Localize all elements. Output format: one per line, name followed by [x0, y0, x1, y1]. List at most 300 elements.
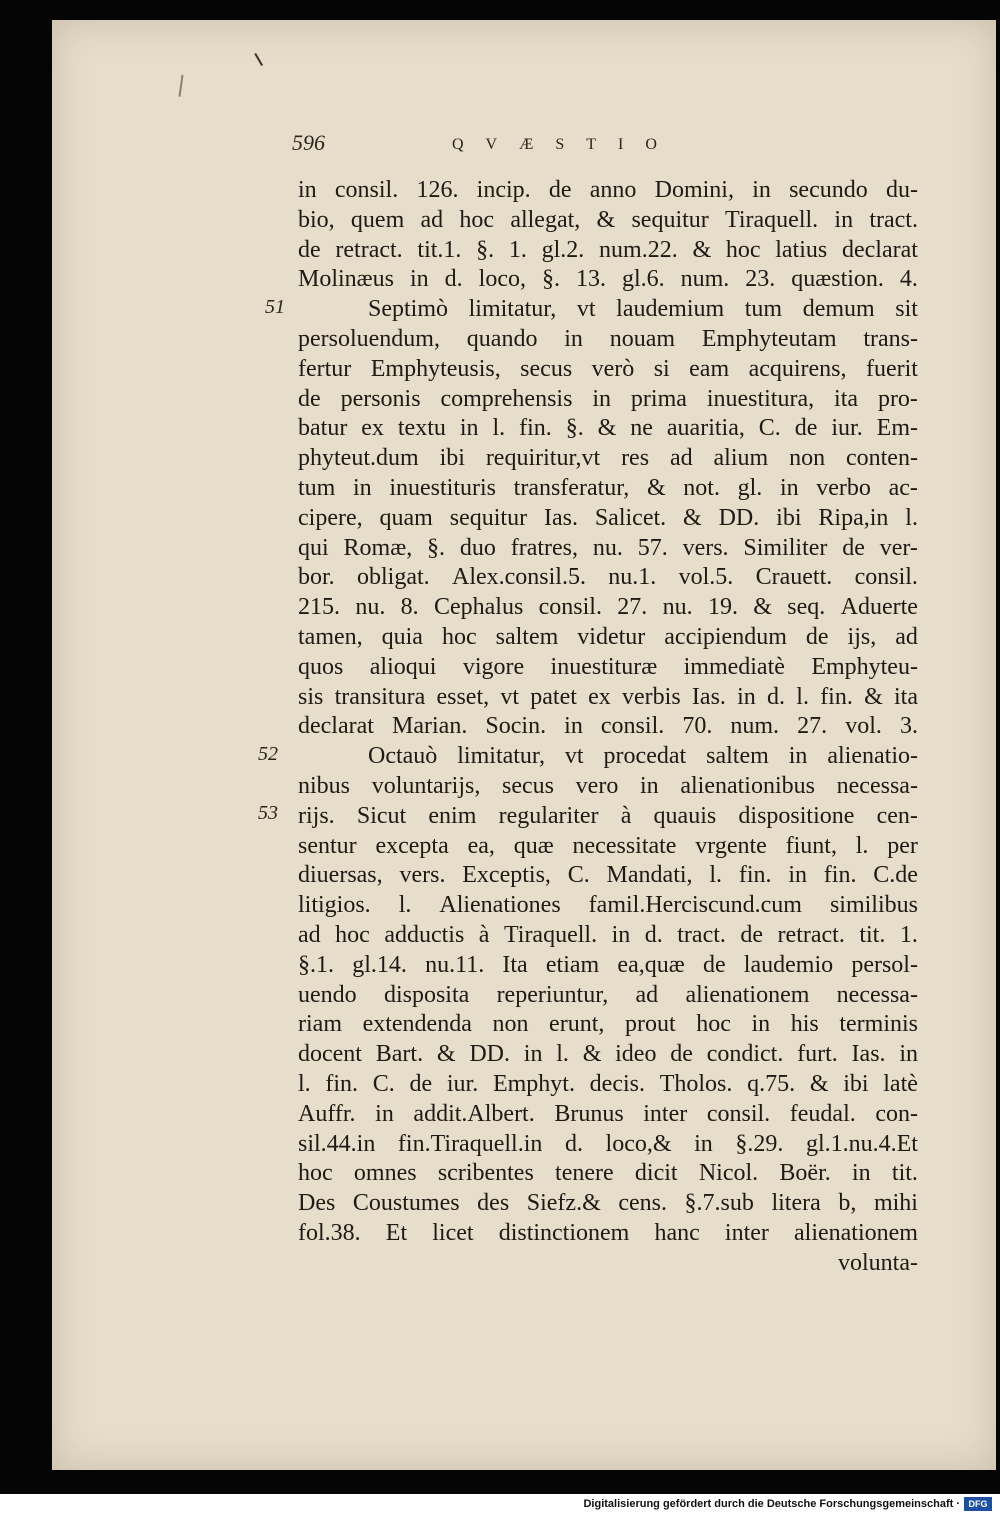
word: tract.: [677, 921, 726, 948]
word: fertur: [298, 355, 352, 382]
word: gl.2.: [541, 236, 585, 263]
word: iur.: [831, 415, 863, 442]
word: excepta: [375, 832, 449, 859]
word: 27.: [797, 713, 828, 740]
word: scribentes: [437, 1160, 534, 1187]
word: similibus: [829, 892, 918, 919]
text-line: [298, 444, 918, 474]
word: incip.: [476, 177, 531, 203]
word: alium: [713, 445, 769, 472]
word: 27.: [617, 594, 648, 621]
word: verbis: [622, 683, 681, 710]
word: des: [477, 1190, 510, 1217]
word: alioqui: [369, 653, 437, 680]
word: fin.: [820, 683, 853, 710]
word: l.: [492, 415, 506, 442]
word: ita: [894, 683, 918, 710]
word: Emphyt.: [492, 1070, 575, 1097]
word: seq.: [787, 594, 826, 621]
pencil-mark: [178, 75, 187, 98]
word: necessa-: [836, 772, 918, 799]
word: in: [564, 713, 583, 740]
word: hoc: [696, 1011, 731, 1038]
text-line: [298, 295, 918, 325]
word: in: [851, 1160, 871, 1187]
funding-notice: Digitalisierung gefördert durch die Deutsche Forschungsgemeinschaft ·: [583, 1498, 960, 1510]
word: &: [436, 1041, 456, 1068]
word: quos: [298, 653, 344, 680]
word: d.: [767, 683, 786, 710]
word: Salicet.: [594, 504, 667, 531]
word: requiritur,vt: [485, 445, 601, 472]
word: etiam: [545, 951, 600, 978]
word: inuestitura,: [706, 385, 815, 412]
word: Cephalus: [433, 594, 524, 621]
word: persol-: [851, 951, 918, 978]
word: à: [478, 921, 490, 948]
word: ijs,: [847, 623, 877, 650]
word: 1.: [899, 921, 918, 948]
word: de: [805, 623, 829, 650]
word: batur: [298, 415, 348, 442]
text-line: [298, 981, 918, 1011]
word: l.: [556, 1041, 569, 1068]
word: consil.: [538, 594, 602, 621]
word: in: [298, 177, 317, 203]
text-line: [298, 474, 918, 504]
word: personis: [340, 385, 421, 412]
word: Ias.: [543, 504, 578, 531]
word: non: [789, 445, 826, 472]
word: de: [298, 236, 321, 263]
word: condict.: [706, 1041, 784, 1068]
word: de: [842, 534, 865, 561]
word: declarat: [841, 236, 918, 263]
word: hoc: [725, 236, 761, 263]
word: in: [694, 1130, 713, 1157]
word: in: [459, 415, 479, 442]
word: fin.Tiraquell.in: [397, 1130, 543, 1157]
word: l.: [855, 832, 869, 859]
word: secus: [502, 772, 554, 799]
word: in: [564, 325, 583, 352]
word: ibi: [776, 504, 802, 531]
word: vol.: [845, 713, 882, 740]
word: accipiendum: [664, 623, 787, 650]
word: ex: [361, 415, 384, 442]
word: DD.: [469, 1041, 510, 1068]
word: &: [864, 683, 883, 710]
word: demum: [802, 296, 875, 323]
word: 215.: [298, 594, 340, 621]
word: ita: [834, 385, 859, 412]
catchword: volunta-: [838, 1249, 918, 1276]
word: vt: [576, 296, 596, 323]
word: reperiuntur,: [496, 981, 609, 1008]
word: enim: [428, 802, 477, 829]
word: dispositione: [738, 802, 855, 829]
word: necessa-: [836, 981, 918, 1008]
word: mihi: [873, 1190, 918, 1217]
word: in: [788, 743, 808, 770]
word: inter: [643, 1100, 688, 1127]
word: vt: [500, 683, 520, 710]
word: cipere,: [298, 504, 363, 531]
word: voluntarijs,: [371, 772, 481, 799]
word: con-: [875, 1100, 918, 1127]
page-number: 596: [292, 130, 325, 155]
word: 13.: [575, 266, 606, 293]
word: Emphyteu-: [811, 653, 918, 680]
word: esset,: [436, 683, 490, 710]
word: alienatio-: [827, 743, 918, 770]
word: bio,: [298, 206, 335, 233]
word: terminis: [839, 1011, 918, 1038]
word: nu.: [592, 534, 623, 561]
word: inuestituræ: [550, 653, 658, 680]
word: non: [492, 1011, 529, 1038]
word: 3.: [899, 713, 918, 740]
word: declarat: [298, 713, 374, 740]
text-line: [298, 176, 918, 206]
word: litigios.: [298, 892, 371, 919]
word: §.1.: [298, 951, 334, 978]
word: in: [788, 862, 807, 889]
word: tamen,: [298, 623, 363, 650]
text-line: [298, 414, 918, 444]
page-header: [292, 130, 752, 160]
word: omnes: [353, 1160, 417, 1187]
text-line: [298, 1189, 918, 1219]
word: adductis: [384, 921, 465, 948]
word: laudemio: [743, 951, 834, 978]
text-line: [298, 891, 918, 921]
word: alienationem: [685, 981, 810, 1008]
word: num.: [730, 713, 780, 740]
word: hoc: [298, 1160, 333, 1187]
word: in: [899, 1041, 918, 1068]
word: vers.: [682, 534, 729, 561]
text-line: [298, 1070, 918, 1100]
text-line: [298, 742, 918, 772]
word: &: [692, 236, 712, 263]
word: retract.: [335, 236, 403, 263]
word: ad: [635, 981, 659, 1008]
word: si: [653, 355, 670, 382]
word: conten-: [845, 445, 918, 472]
word: loco,: [478, 266, 526, 293]
word: sit: [895, 296, 918, 323]
word: inter: [724, 1219, 769, 1246]
text-line: [298, 265, 918, 295]
word: pro-: [877, 385, 918, 412]
word: secus: [520, 355, 573, 382]
word: retract.: [777, 921, 845, 948]
word: vero: [575, 772, 619, 799]
text-line: [298, 593, 918, 623]
word: quam: [379, 504, 433, 531]
text-line: [298, 921, 918, 951]
text-line: [298, 1130, 918, 1160]
word: alienationibus: [680, 772, 815, 799]
word: Octauò: [368, 743, 438, 770]
text-line: [298, 802, 918, 832]
word: l.: [796, 683, 809, 710]
word: ibi: [439, 445, 465, 472]
word: videtur: [577, 623, 646, 650]
word: §.29.: [735, 1130, 784, 1157]
word: 19.: [707, 594, 738, 621]
word: Em-: [876, 415, 918, 442]
word: sis: [298, 683, 324, 710]
word: Mandati,: [606, 862, 693, 889]
margin-number-53: 53: [258, 802, 278, 824]
word: necessitate: [572, 832, 677, 859]
word: &: [683, 504, 702, 531]
word: sil.44.in: [298, 1130, 376, 1157]
word: per: [887, 832, 918, 859]
word: fol.38.: [298, 1219, 361, 1246]
word: phyteut.dum: [298, 445, 419, 472]
word: in: [375, 1100, 394, 1127]
dfg-logo-icon: DFG: [964, 1497, 992, 1511]
text-line: [298, 355, 918, 385]
word: &: [646, 474, 666, 501]
word: Romæ,: [343, 534, 413, 561]
word: Alex.consil.5.: [451, 564, 586, 591]
word: limitatur,: [468, 296, 557, 323]
word: &: [596, 206, 616, 233]
word: C.de: [873, 862, 918, 889]
word: hoc: [441, 623, 477, 650]
word: Ias.: [691, 683, 726, 710]
word: in: [410, 266, 429, 293]
word: latè: [883, 1070, 918, 1097]
word: limitatur,: [457, 743, 545, 770]
word: in: [779, 474, 799, 501]
word: Ita: [502, 951, 528, 978]
word: quauis: [653, 802, 717, 829]
word: de: [740, 921, 764, 948]
word: num.: [680, 266, 730, 293]
word: comprehensis: [440, 385, 573, 412]
word: quæstion.: [791, 266, 884, 293]
word: tit.: [891, 1160, 918, 1187]
word: anno: [589, 177, 637, 203]
word: Tiraquell.: [503, 921, 598, 948]
word: nu.11.: [425, 951, 485, 978]
word: &: [582, 1041, 602, 1068]
running-title: QVÆSTIO: [452, 136, 679, 153]
word: quando: [466, 325, 538, 352]
word: Similiter: [743, 534, 828, 561]
word: gl.14.: [352, 951, 407, 978]
word: saltem: [706, 743, 769, 770]
word: fuerit: [865, 355, 918, 382]
word: §.: [427, 534, 446, 561]
word: in: [737, 683, 756, 710]
word: ad: [420, 206, 444, 233]
word: d.: [444, 266, 463, 293]
word: verbo: [816, 474, 871, 501]
word: du-: [885, 177, 918, 203]
word: quem: [350, 206, 405, 233]
word: in: [592, 385, 612, 412]
word: 4.: [899, 266, 918, 293]
word: in: [751, 1011, 771, 1038]
word: Ripa,in: [818, 504, 889, 531]
word: Aduerte: [840, 594, 918, 621]
word: num.22.: [599, 236, 678, 263]
word: Siefz.&: [526, 1190, 601, 1217]
word: C.: [567, 862, 590, 889]
word: regulariter: [498, 802, 599, 829]
word: à: [620, 802, 632, 829]
word: eam: [689, 355, 730, 382]
word: furt.: [797, 1041, 838, 1068]
word: d.: [644, 921, 663, 948]
word: fratres,: [510, 534, 579, 561]
word: de: [548, 177, 572, 203]
word: gl.6.: [621, 266, 665, 293]
footer-bar: [0, 1494, 1000, 1516]
word: l.: [398, 892, 412, 919]
word: nu.: [355, 594, 386, 621]
word: ibi: [843, 1070, 869, 1097]
word: hoc: [335, 921, 370, 948]
word: procedat: [603, 743, 687, 770]
word: Nicol.: [698, 1160, 759, 1187]
word: nibus: [298, 772, 351, 799]
word: ne: [630, 415, 653, 442]
text-line: [298, 236, 918, 266]
text-line: [298, 653, 918, 683]
word: de: [298, 385, 321, 412]
word: q.75.: [747, 1070, 796, 1097]
word: b,: [838, 1190, 857, 1217]
word: sentur: [298, 832, 357, 859]
word: acquirens,: [748, 355, 847, 382]
word: Emphyteutam: [701, 325, 837, 352]
word: l.: [709, 862, 723, 889]
word: in: [752, 177, 771, 203]
word: Tholos.: [659, 1070, 733, 1097]
text-line: [298, 563, 918, 593]
word: verò: [591, 355, 635, 382]
word: Tiraquell.: [725, 206, 819, 233]
word: transferatur,: [513, 474, 630, 501]
word: Auffr.: [298, 1100, 356, 1127]
word: uendo: [298, 981, 357, 1008]
word: tum: [744, 296, 783, 323]
word: 8.: [400, 594, 419, 621]
word: ex: [588, 683, 611, 710]
word: tenere: [555, 1160, 614, 1187]
word: hoc: [459, 206, 495, 233]
word: docent: [298, 1041, 362, 1068]
word: gl.1.nu.4.Et: [805, 1130, 918, 1157]
word: &: [809, 1070, 829, 1097]
word: Boër.: [779, 1160, 831, 1187]
word: immediatè: [683, 653, 785, 680]
text-line: [298, 534, 918, 564]
text-line: [298, 1100, 918, 1130]
word: l.: [905, 504, 918, 531]
word: cen-: [876, 802, 918, 829]
word: litera: [771, 1190, 821, 1217]
word: hanc: [654, 1219, 700, 1246]
word: vol.5.: [678, 564, 734, 591]
word: erunt,: [549, 1011, 605, 1038]
word: ad: [669, 445, 693, 472]
word: vers.: [399, 862, 446, 889]
word: Des: [298, 1190, 336, 1217]
word: disposita: [383, 981, 470, 1008]
word: consil.: [600, 713, 665, 740]
word: tum: [298, 474, 336, 501]
word: consil.: [706, 1100, 771, 1127]
word: in: [640, 772, 659, 799]
word: qui: [298, 534, 329, 561]
word: cens.: [618, 1190, 667, 1217]
word: de: [409, 1070, 433, 1097]
margin-number-52: 52: [258, 743, 278, 765]
word: &: [753, 594, 772, 621]
word: prima: [630, 385, 687, 412]
ink-mark: [254, 48, 271, 66]
text-line: [298, 861, 918, 891]
word: quia: [381, 623, 423, 650]
text-line: [298, 683, 918, 713]
word: fiunt,: [785, 832, 837, 859]
word: Emphyteusis,: [370, 355, 501, 382]
word: 23.: [745, 266, 776, 293]
word: feudal.: [789, 1100, 856, 1127]
word: §.: [565, 415, 584, 442]
word: nu.1.: [608, 564, 657, 591]
word: res: [621, 445, 650, 472]
word: tract.: [869, 206, 918, 233]
word: de: [794, 415, 818, 442]
word: patet: [530, 683, 577, 710]
text-line: [298, 1040, 918, 1070]
word: Socin.: [485, 713, 547, 740]
word: fin.: [519, 415, 552, 442]
word: §.: [541, 266, 560, 293]
word: fin.: [738, 862, 772, 889]
word: diuersas,: [298, 862, 383, 889]
word: duo: [459, 534, 496, 561]
word: rijs.: [298, 802, 335, 829]
text-line: [298, 504, 918, 534]
margin-number-51: 51: [265, 296, 285, 318]
word: sequitur: [631, 206, 709, 233]
word: fin.: [823, 862, 857, 889]
word: §.7.sub: [684, 1190, 754, 1217]
word: tit.1.: [417, 236, 462, 263]
word: famil.Herciscund.cum: [588, 892, 802, 919]
word: Molinæus: [298, 266, 395, 293]
word: allegat,: [510, 206, 581, 233]
word: in: [611, 921, 631, 948]
text-line: [298, 832, 918, 862]
word: obligat.: [357, 564, 430, 591]
word: consil.: [854, 564, 918, 591]
text-line: [298, 385, 918, 415]
word: auaritia,: [666, 415, 745, 442]
word: §.: [476, 236, 495, 263]
word: inuestituris: [389, 474, 496, 501]
